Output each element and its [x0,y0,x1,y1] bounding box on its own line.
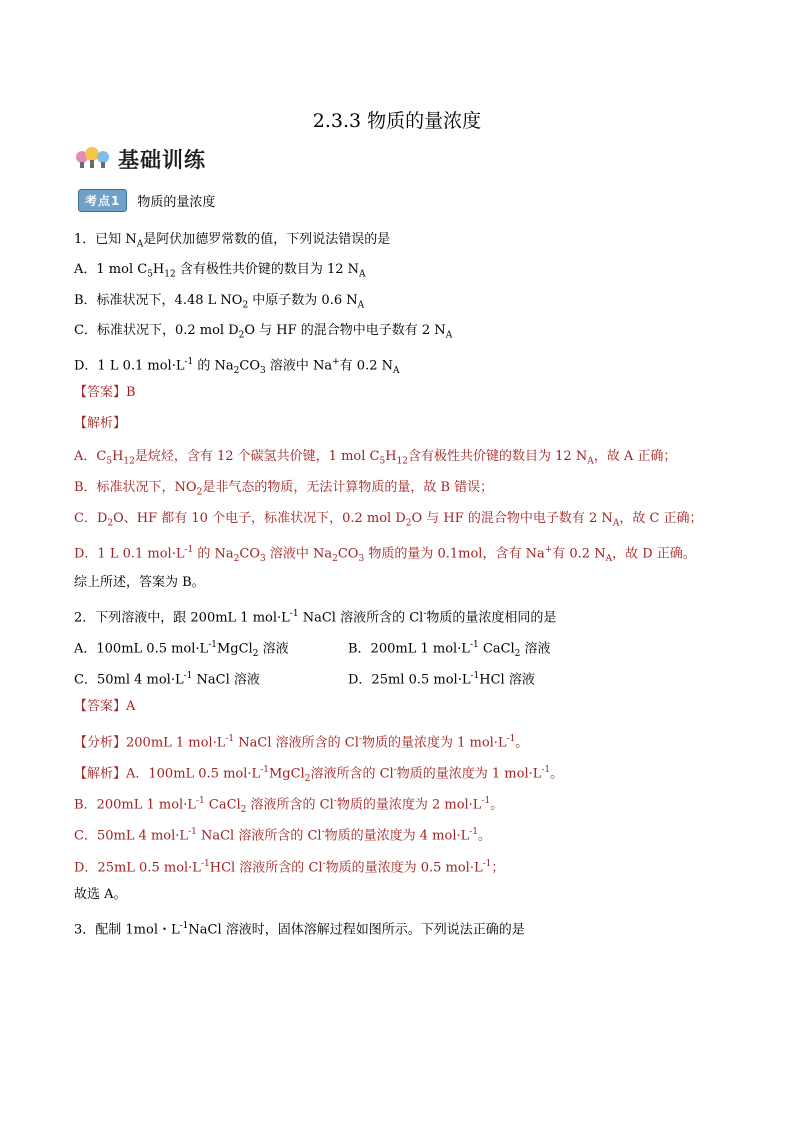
q2-explain-b: B．200mL 1 $mol\cdot L^{-1}$ CaCl$_2$ 溶液所含的 Cl-物质的量浓度为 2 $mol\cdot L^{-1}$。 [74,796,504,815]
q2-explain-d: D．25mL 0.5 $mol\cdot L^{-1}HCl$ 溶液所含的 Cl-物质的量浓度为 0.5 $mol\cdot L^{-1}$； [74,859,505,876]
q1-explain-a: A．$C_5H_{12}$是烷烃，含有 12 个碳氢共价键，1 mol $C_5H_{12}$含有极性共价键的数目为 12 $N_A$，故 A 正确； [74,449,677,467]
q3-stem: 3．配制 1mol・$L^{-1}NaCl$ 溶液时，固体溶解过程如图所示。下列说法正确的是 [74,921,525,938]
q2-analysis-fenxi: 【分析】200mL 1 $mol\cdot L^{-1}$ NaCl 溶液所含的 Cl-物质的量浓度为 1 $mol\cdot L^{-1}$。 [74,734,529,751]
q2-explain-c: C．50mL 4 $mol\cdot L^{-1}$ NaCl 溶液所含的 Cl-物质的量浓度为 4 $mol\cdot L^{-1}$。 [74,827,492,844]
q1-stem: 1．已知 $N_A$是阿伏加德罗常数的值，下列说法错误的是 [74,232,391,250]
q1-option-c: C．标准状况下，0.2 mol $D_2O$ 与 HF 的混合物中电子数有 2 $N_A$ [74,323,453,341]
kaodian-header [78,189,215,212]
q1-answer: 【答案】B [74,385,136,400]
q2-answer: 【答案】A [74,699,136,714]
lightbulbs-icon [74,145,114,173]
q2-option-d: D．25ml 0.5 $mol\cdot L^{-1}HCl$ 溶液 [348,671,535,688]
q1-explain-d: D．1 L 0.1 $mol\cdot L^{-1}$ 的 $Na_2CO_3$ 溶液中 $Na_2CO_3$ 物质的量为 0.1mol，含有 Na+有 0.2 $N_A$，故 D 正确。 [74,545,696,564]
q1-explain-b: B．标准状况下，$NO_2$是非气态的物质，无法计算物质的量，故 B 错误； [74,480,494,498]
q1-explain-c: C．$D_2O$、HF 都有 10 个电子，标准状况下，0.2 mol $D_2O$ 与 HF 的混合物中电子数有 2 $N_A$，故 C 正确； [74,511,703,529]
kaodian-text: 物质的量浓度 [137,195,216,210]
q2-option-a: A．100mL 0.5 $mol\cdot L^{-1}MgCl_2$ 溶液 [74,640,289,659]
q2-option-b: B．200mL 1 $mol\cdot L^{-1}$ CaCl$_2$ 溶液 [348,640,551,659]
q1-summary: 综上所述，答案为 B。 [74,575,205,590]
q1-option-b: B．标准状况下，4.48 L $NO_2$ 中原子数为 0.6 $N_A$ [74,293,365,311]
section-title: 基础训练 [118,148,206,172]
section-banner [74,144,206,174]
q2-explain-a: 【解析】A．100mL 0.5 $mol\cdot L^{-1}MgCl_2$溶液所含的 Cl-物质的量浓度为 1 $mol\cdot L^{-1}$。 [74,765,564,784]
q2-summary: 故选 A。 [74,887,127,902]
page-title: 2.3.3 物质的量浓度 [312,110,482,132]
q2-stem: 2．下列溶液中，跟 200mL 1 $mol\cdot L^{-1}$ NaCl 溶液所含的 Cl-物质的量浓度相同的是 [74,609,557,626]
q2-option-c: C．50ml 4 $mol\cdot L^{-1}$ NaCl 溶液 [74,671,260,688]
q1-option-d: D．1 L 0.1 $mol\cdot L^{-1}$ 的 $Na_2CO_3$ 溶液中 Na+有 0.2 $N_A$ [74,357,400,376]
q1-option-a: A．1 mol $C_5H_{12}$ 含有极性共价键的数目为 12 $N_A$ [74,262,366,280]
q1-analysis-label: 【解析】 [74,416,127,431]
kaodian-badge: 考点1 [78,189,127,212]
